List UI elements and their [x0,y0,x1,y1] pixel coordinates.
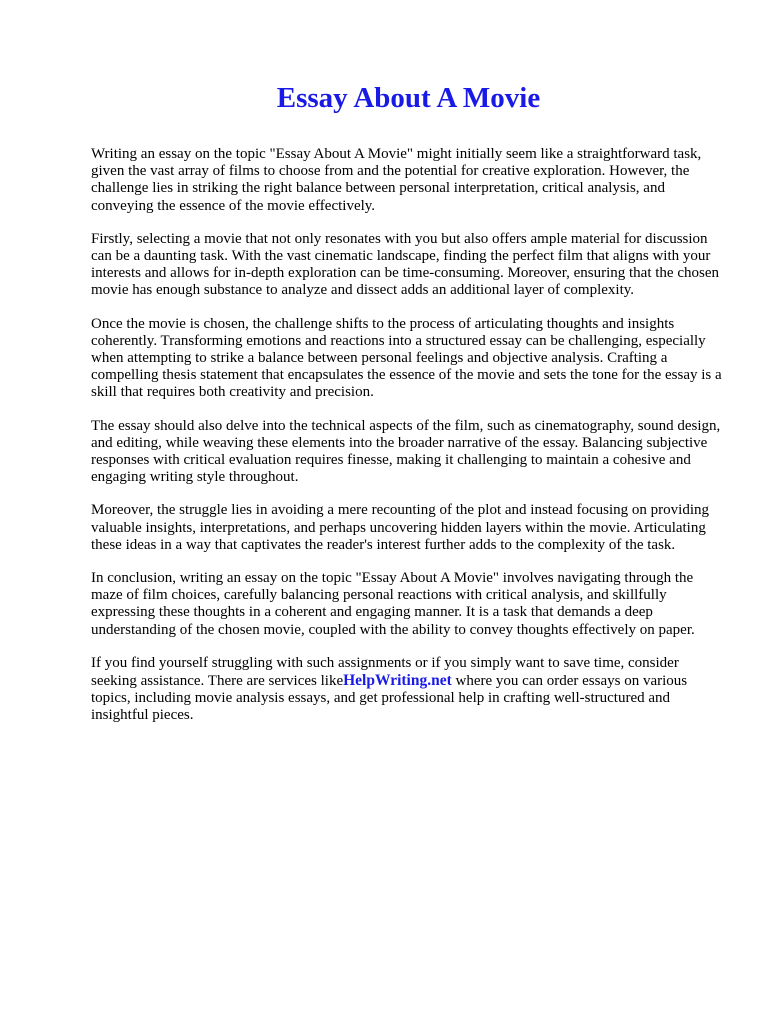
paragraph-assistance [91,655,726,725]
assistance-text-after: where you can order essays on various topics, including movie analysis essays, and get professional help in crafting well-structured and insightful pieces. [91,673,688,724]
helpwriting-link[interactable]: HelpWriting.net [343,672,452,690]
document-body [91,146,726,725]
page-title: Essay About A Movie [276,82,541,114]
paragraph-selecting-movie: Firstly, selecting a movie that not only resonates with you but also offers ample material for discussion can be a daunting task. With the vast cinematic landscape, finding the perfect film that aligns with your interests and allows for in-depth exploration can be time-consuming. Moreover, ensuring that the chosen movie has enough substance to analyze and dissect adds an additional layer of complexity. [91,230,719,299]
paragraph-technical-aspects: The essay should also delve into the technical aspects of the film, such as cinematography, sound design, and editing, while weaving these elements into the broader narrative of the essay. Balancing subjective responses with critical evaluation requires finesse, making it challenging to maintain a cohesive and engaging writing style throughout. [91,417,721,486]
paragraph-intro: Writing an essay on the topic "Essay About A Movie" might initially seem like a straightforward task, given the vast array of films to choose from and the potential for creative exploration. However, the challenge lies in striking the right balance between personal interpretation, critical analysis, and conveying the essence of the movie effectively. [91,146,702,214]
paragraph-conclusion: In conclusion, writing an essay on the topic "Essay About A Movie" involves navigating through the maze of film choices, carefully balancing personal reactions with critical analysis, and skillfully expressing these thoughts in a coherent and engaging manner. It is a task that demands a deep understanding of the chosen movie, coupled with the ability to convey thoughts effectively on paper. [91,570,695,638]
paragraph-articulating-thoughts: Once the movie is chosen, the challenge shifts to the process of articulating thoughts and insights coherently. Transforming emotions and reactions into a structured essay can be challenging, especially when attempting to strike a balance between personal feelings and objective analysis. Crafting a compelling thesis statement that encapsulates the essence of the movie and sets the tone for the essay is a skill that requires both creativity and precision. [91,315,722,401]
assistance-text-before: If you find yourself struggling with such assignments or if you simply want to save time, consider seeking assistance. There are services like [91,654,679,690]
paragraph-avoid-recounting: Moreover, the struggle lies in avoiding a mere recounting of the plot and instead focusing on providing valuable insights, interpretations, and perhaps uncovering hidden layers within the movie. Articulating these ideas in a way that captivates the reader's interest further adds to the complexity of the task. [91,502,710,553]
